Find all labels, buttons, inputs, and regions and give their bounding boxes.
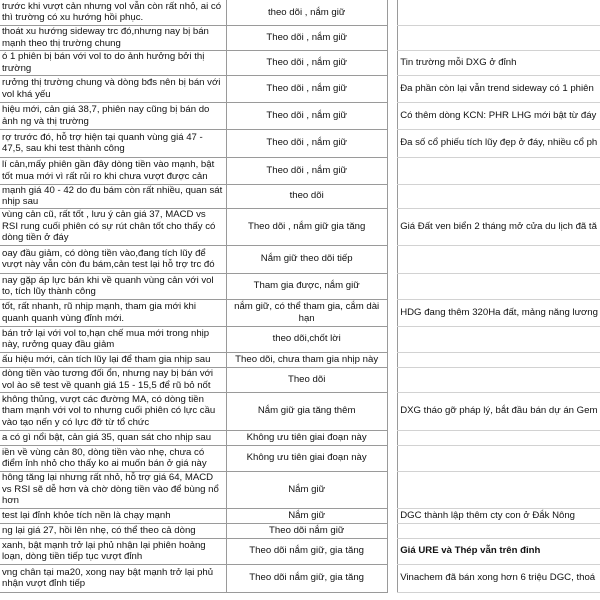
action-cell[interactable]: Theo dõi	[226, 367, 387, 392]
table-row	[0, 25, 600, 50]
comment-cell[interactable]: ng lại giá 27, hồi lên nhẹ, có thể theo cả dòng	[0, 523, 226, 538]
note-cell[interactable]	[398, 0, 600, 25]
action-cell[interactable]: theo dõi , nắm giữ	[226, 0, 387, 25]
table-row	[0, 326, 600, 352]
spacer-cell	[387, 564, 398, 592]
spacer-cell	[387, 352, 398, 367]
action-cell[interactable]: Theo dõi , nắm giữ	[226, 157, 387, 184]
action-cell[interactable]: Theo dõi , nắm giữ	[226, 25, 387, 50]
comment-cell[interactable]: mạnh giá 40 - 42 do đu bám còn rất nhiều, quan sát nhịp sau	[0, 184, 226, 208]
spacer-cell	[387, 392, 398, 430]
note-cell[interactable]: Đa số cổ phiếu tích lũy đẹp ở đáy, nhiều cổ ph	[398, 129, 600, 157]
spacer-cell	[387, 184, 398, 208]
spacer-cell	[387, 326, 398, 352]
spacer-cell	[387, 523, 398, 538]
action-cell[interactable]: Theo dõi , nắm giữ	[226, 102, 387, 129]
table-row	[0, 564, 600, 592]
spacer-cell	[387, 75, 398, 102]
spacer-cell	[387, 0, 398, 25]
spacer-cell	[387, 508, 398, 523]
action-cell[interactable]: Theo dõi , nắm giữ gia tăng	[226, 208, 387, 245]
spacer-cell	[387, 129, 398, 157]
action-cell[interactable]: Theo dõi , nắm giữ	[226, 50, 387, 75]
table-row	[0, 75, 600, 102]
comment-cell[interactable]: iền về vùng cản 80, dòng tiền vào nhẹ, chưa có điểm ỉnh nhỏ cho thấy ko ai muốn bán ở giá này	[0, 445, 226, 471]
comment-cell[interactable]: trước khi vượt cản nhưng vol vẫn còn rất nhỏ, ai có thì trường có xu hướng hồi phục.	[0, 0, 226, 25]
table-row	[0, 445, 600, 471]
comment-cell[interactable]: test lại đỉnh khỏe tích nền là chạy mạnh	[0, 508, 226, 523]
note-cell[interactable]: DGC thành lập thêm cty con ở Đắk Nông	[398, 508, 600, 523]
note-cell[interactable]	[398, 273, 600, 299]
table-row	[0, 523, 600, 538]
action-cell[interactable]: Theo dõi, chưa tham gia nhịp này	[226, 352, 387, 367]
spacer-cell	[387, 102, 398, 129]
note-cell[interactable]: Tin trường mỗi DXG ở đỉnh	[398, 50, 600, 75]
note-cell[interactable]: Vinachem đã bán xong hơn 6 triệu DGC, thoá	[398, 564, 600, 592]
table-row	[0, 245, 600, 273]
comment-cell[interactable]: a có gì nổi bật, cản giá 35, quan sát cho nhịp sau	[0, 430, 226, 445]
table-row	[0, 157, 600, 184]
action-cell[interactable]: theo dõi,chốt lời	[226, 326, 387, 352]
table-row	[0, 471, 600, 508]
action-cell[interactable]: Theo dõi nắm giữ	[226, 523, 387, 538]
note-cell[interactable]	[398, 25, 600, 50]
table-row	[0, 299, 600, 326]
table-row	[0, 129, 600, 157]
action-cell[interactable]: Nắm giữ theo dõi tiếp	[226, 245, 387, 273]
table-row	[0, 430, 600, 445]
action-cell[interactable]: nắm giữ, có thể tham gia, cắm dài hạn	[226, 299, 387, 326]
note-cell[interactable]	[398, 471, 600, 508]
comment-cell[interactable]: hông tăng lại nhưng rất nhỏ, hỗ trợ giá 64, MACD vs RSI sẽ dễ hơn và chờ dòng tiền vào để bùng nổ hơn	[0, 471, 226, 508]
comment-cell[interactable]: vng chân tại ma20, xong nay bật mạnh trở lại phủ nhận vượt đỉnh tiếp	[0, 564, 226, 592]
comment-cell[interactable]: ó 1 phiên bị bán với vol to do ảnh hưởng bởi thị trường	[0, 50, 226, 75]
comment-cell[interactable]: oay đầu giảm, có dòng tiền vào,đang tích lũy để vượt này vẫn còn đu bám,cản test lại hỗ trợ trc đó	[0, 245, 226, 273]
note-cell[interactable]	[398, 430, 600, 445]
action-cell[interactable]: Nắm giữ gia tăng thêm	[226, 392, 387, 430]
note-cell[interactable]	[398, 184, 600, 208]
spacer-cell	[387, 50, 398, 75]
comment-cell[interactable]: lí cản,mấy phiên gần đây dòng tiền vào mạnh, bật tốt mua mới vì rất rủi ro khi chưa vượt được cản	[0, 157, 226, 184]
note-cell[interactable]	[398, 367, 600, 392]
comment-cell[interactable]: rợ trước đó, hỗ trợ hiện tại quanh vùng giá 47 - 47,5, sau khi test thành công	[0, 129, 226, 157]
comment-cell[interactable]: tốt, rất nhanh, rũ nhịp mạnh, tham gia mới khi quanh quanh vùng đỉnh mới.	[0, 299, 226, 326]
comment-cell[interactable]: không thủng, vượt các đường MA, có dòng tiền tham mạnh với vol to nhưng cuối phiên có lực cầu vào tạo nến y có lực đỡ từ tổ chức	[0, 392, 226, 430]
table-row	[0, 508, 600, 523]
action-cell[interactable]: theo dõi	[226, 184, 387, 208]
note-cell[interactable]	[398, 245, 600, 273]
note-cell[interactable]: HDG đang thêm 320Ha đất, mảng năng lương	[398, 299, 600, 326]
spacer-cell	[387, 299, 398, 326]
comment-cell[interactable]: dòng tiền vào tương đối ổn, nhưng nay bị bán với vol ào sẽ test về quanh giá 15 - 15,5 để rũ bỏ nốt	[0, 367, 226, 392]
comment-cell[interactable]: nay gặp áp lực bán khi về quanh vùng cản với vol to, tích lũy thành công	[0, 273, 226, 299]
comment-cell[interactable]: hiệu mới, cản giá 38,7, phiên nay cũng bị bán do ảnh ng và thị trường	[0, 102, 226, 129]
comment-cell[interactable]: bán trở lại với vol to,hạn chế mua mới trong nhịp này, rưởng quay đầu giảm	[0, 326, 226, 352]
table-row	[0, 102, 600, 129]
table-row	[0, 208, 600, 245]
action-cell[interactable]: Nắm giữ	[226, 508, 387, 523]
spacer-cell	[387, 25, 398, 50]
action-cell[interactable]: Nắm giữ	[226, 471, 387, 508]
spacer-cell	[387, 273, 398, 299]
note-cell[interactable]	[398, 352, 600, 367]
comment-cell[interactable]: thoát xu hướng sideway trc đó,nhưng nay bị bán mạnh theo thị trường chung	[0, 25, 226, 50]
table-row	[0, 50, 600, 75]
action-cell[interactable]: Theo dõi nắm giữ, gia tăng	[226, 564, 387, 592]
spacer-cell	[387, 245, 398, 273]
comment-cell[interactable]: xanh, bật mạnh trở lại phủ nhận lại phiên hoảng loạn, dòng tiền tiếp tục vượt đỉnh	[0, 538, 226, 564]
note-cell[interactable]: Giá Đất ven biển 2 tháng mở cửa du lịch đã tă	[398, 208, 600, 245]
comment-cell[interactable]: ấu hiệu mới, cản tích lũy lại để tham gia nhịp sau	[0, 352, 226, 367]
table-row	[0, 538, 600, 564]
spacer-cell	[387, 471, 398, 508]
action-cell[interactable]: Không ưu tiên giai đoạn này	[226, 445, 387, 471]
table-row	[0, 367, 600, 392]
spacer-cell	[387, 157, 398, 184]
spacer-cell	[387, 538, 398, 564]
note-cell[interactable]	[398, 523, 600, 538]
action-cell[interactable]: Không ưu tiên giai đoạn này	[226, 430, 387, 445]
note-cell[interactable]: Có thêm dòng KCN: PHR LHG mới bật từ đáy	[398, 102, 600, 129]
spacer-cell	[387, 208, 398, 245]
table-row	[0, 392, 600, 430]
note-cell[interactable]	[398, 157, 600, 184]
action-cell[interactable]: Theo dõi , nắm giữ	[226, 75, 387, 102]
spacer-cell	[387, 445, 398, 471]
note-cell[interactable]	[398, 326, 600, 352]
table-row	[0, 352, 600, 367]
spacer-cell	[387, 367, 398, 392]
table-row	[0, 184, 600, 208]
note-cell[interactable]: Đa phần còn lại vẫn trend sideway có 1 phiên	[398, 75, 600, 102]
note-cell[interactable]: Giá URE và Thép vẫn trên đỉnh	[398, 538, 600, 564]
spacer-cell	[387, 430, 398, 445]
table-row	[0, 0, 600, 25]
table-row	[0, 273, 600, 299]
comment-cell[interactable]: rưởng thị trường chung và dòng bđs nên bị bán với vol khá yếu	[0, 75, 226, 102]
note-cell[interactable]	[398, 445, 600, 471]
action-cell[interactable]: Tham gia được, nắm giữ	[226, 273, 387, 299]
action-cell[interactable]: Theo dõi nắm giữ, gia tăng	[226, 538, 387, 564]
action-cell[interactable]: Theo dõi , nắm giữ	[226, 129, 387, 157]
comment-cell[interactable]: vùng cản cũ, rất tốt , lưu ý cản giá 37, MACD vs RSI rung cuối phiên có sự rút chân tốt cho thấy có dòng tiền ở đáy	[0, 208, 226, 245]
note-cell[interactable]: DXG tháo gỡ pháp lý, bắt đầu bán dự án Gem	[398, 392, 600, 430]
